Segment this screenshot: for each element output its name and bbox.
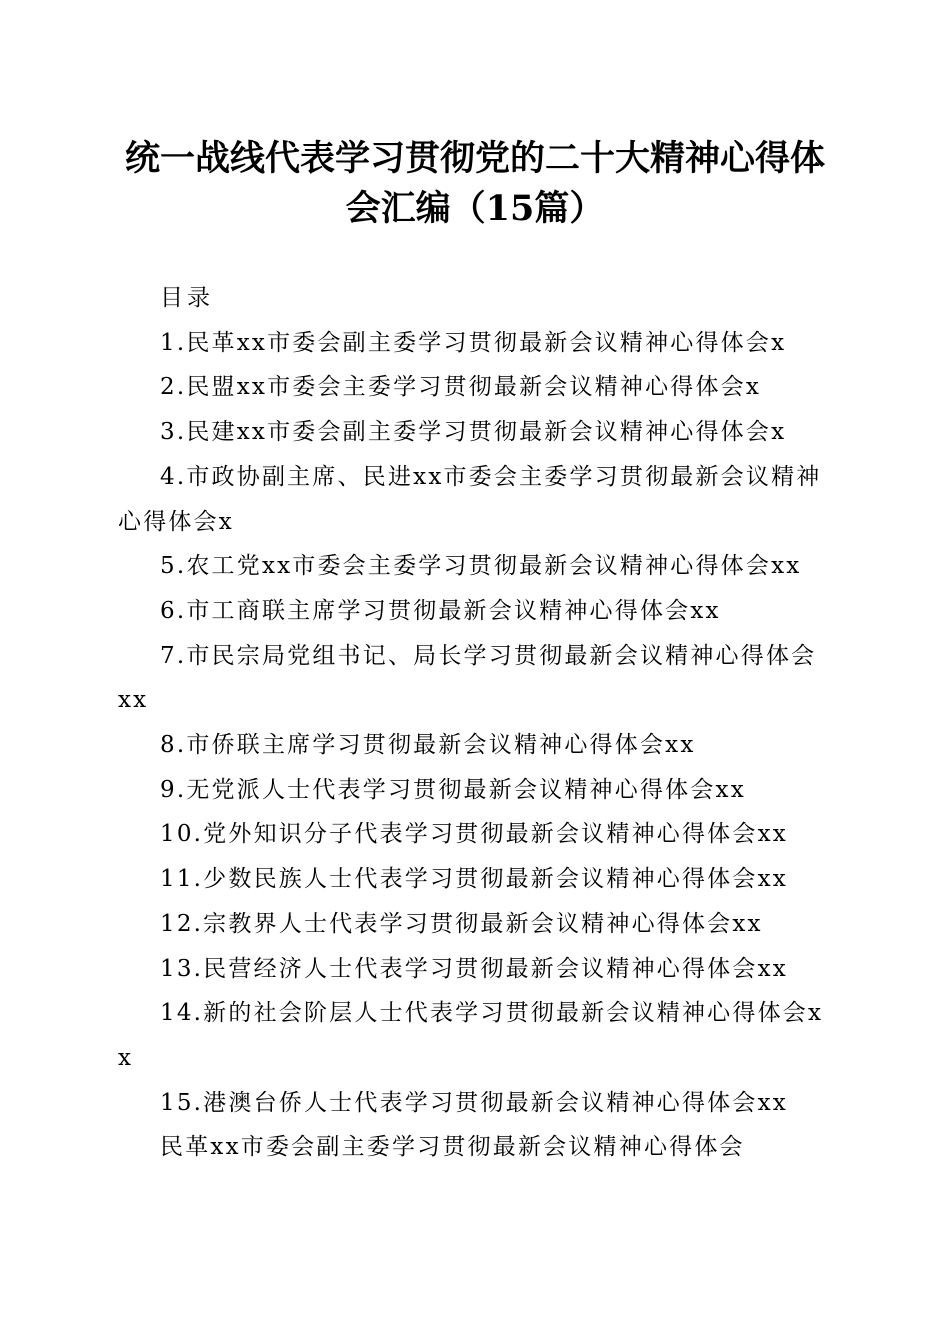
toc-item: 7.市民宗局党组书记、局长学习贯彻最新会议精神心得体会xx [118,642,817,714]
toc-item: 14.新的社会阶层人士代表学习贯彻最新会议精神心得体会xx [118,1000,824,1071]
toc-item: 15.港澳台侨人士代表学习贯彻最新会议精神心得体会xx [160,1089,788,1116]
toc-item: 10.党外知识分子代表学习贯彻最新会议精神心得体会xx [160,821,788,848]
toc-item: 4.市政协副主席、民进xx市委会主委学习贯彻最新会议精神心得体会x [118,463,822,535]
toc-heading: 目录 [160,285,214,311]
section-heading: 民革xx市委会副主委学习贯彻最新会议精神心得体会 [160,1134,745,1161]
table-of-contents [118,276,830,1170]
toc-item: 5.农工党xx市委会主委学习贯彻最新会议精神心得体会xx [160,553,802,580]
document-title [100,134,850,234]
toc-item: 1.民革xx市委会副主委学习贯彻最新会议精神心得体会x [160,329,787,356]
title-line-1: 统一战线代表学习贯彻党的二十大精神心得体 [124,138,825,179]
toc-item: 9.无党派人士代表学习贯彻最新会议精神心得体会xx [160,776,746,803]
title-line-2: 会汇编（15篇） [345,188,605,229]
toc-item: 12.宗教界人士代表学习贯彻最新会议精神心得体会xx [160,910,763,937]
toc-item: 2.民盟xx市委会主委学习贯彻最新会议精神心得体会x [160,374,762,401]
toc-item: 6.市工商联主席学习贯彻最新会议精神心得体会xx [160,597,721,624]
toc-item: 11.少数民族人士代表学习贯彻最新会议精神心得体会xx [160,866,788,893]
toc-item: 8.市侨联主席学习贯彻最新会议精神心得体会xx [160,732,696,759]
toc-item: 3.民建xx市委会副主委学习贯彻最新会议精神心得体会x [160,419,787,446]
toc-item: 13.民营经济人士代表学习贯彻最新会议精神心得体会xx [160,955,788,982]
